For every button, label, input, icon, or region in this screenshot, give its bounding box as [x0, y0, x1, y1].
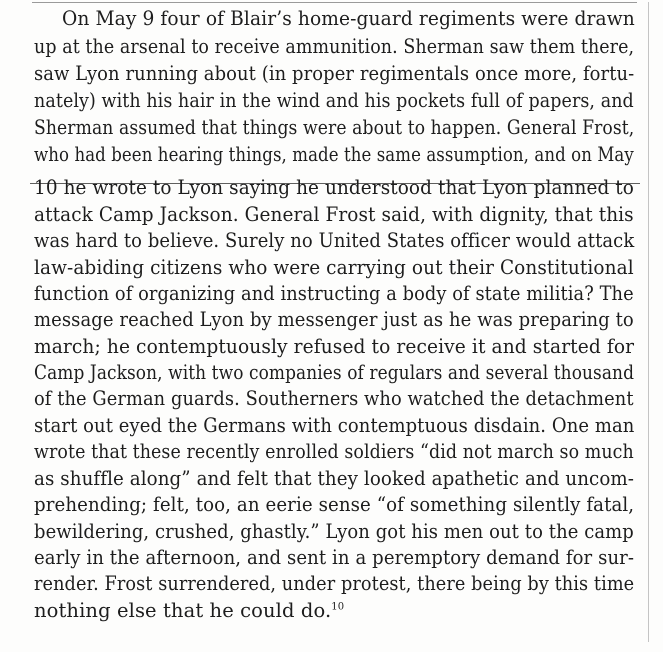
- text-line: bewildering, crushed, ghastly.” Lyon got his men out to the camp: [34, 520, 634, 543]
- text-line: of the German guards. Southerners who watched the detachment: [34, 387, 634, 410]
- text-line: wrote that these recently enrolled soldiers “did not march so much: [34, 440, 634, 463]
- text-line: start out eyed the Germans with contemptuous disdain. One man: [34, 414, 635, 437]
- text-line: render. Frost surrendered, under protest, there being by this time: [34, 572, 635, 595]
- text-line: saw Lyon running about (in proper regimentals once more, fortu-: [34, 62, 635, 85]
- text-line: attack Camp Jackson. General Frost said, with dignity, that this: [34, 203, 634, 226]
- text-line: up at the arsenal to receive ammunition. Sherman saw them there,: [34, 35, 635, 58]
- text-line: 10 he wrote to Lyon saying he understood that Lyon planned to: [34, 176, 634, 199]
- final-line-text: nothing else that he could do.: [34, 599, 332, 622]
- final-text-line: [34, 598, 344, 624]
- text-line: nately) with his hair in the wind and his pockets full of papers, and: [34, 89, 634, 112]
- text-line: Sherman assumed that things were about to happen. General Frost,: [34, 116, 635, 139]
- footnote-marker: 10: [331, 601, 345, 613]
- text-line: Camp Jackson, with two companies of regulars and several thousand: [34, 361, 635, 384]
- text-line: function of organizing and instructing a body of state militia? The: [34, 282, 634, 305]
- text-line: prehending; felt, too, an eerie sense “of something silently fatal,: [34, 493, 635, 516]
- text-line: On May 9 four of Blair’s home-guard regiments were drawn: [62, 7, 635, 30]
- text-line: who had been hearing things, made the same assumption, and on May: [34, 143, 634, 166]
- text-line: message reached Lyon by messenger just as he was preparing to: [34, 308, 634, 331]
- page-right-edge: [648, 2, 649, 642]
- text-line: was hard to believe. Surely no United States officer would attack: [34, 229, 635, 252]
- page-top-edge: [32, 2, 637, 3]
- text-line: as shuffle along” and felt that they looked apathetic and uncom-: [34, 467, 635, 490]
- text-line: early in the afternoon, and sent in a peremptory demand for sur-: [34, 546, 635, 569]
- text-line: march; he contemptuously refused to receive it and started for: [34, 335, 635, 358]
- text-line: law-abiding citizens who were carrying out their Constitutional: [34, 256, 634, 279]
